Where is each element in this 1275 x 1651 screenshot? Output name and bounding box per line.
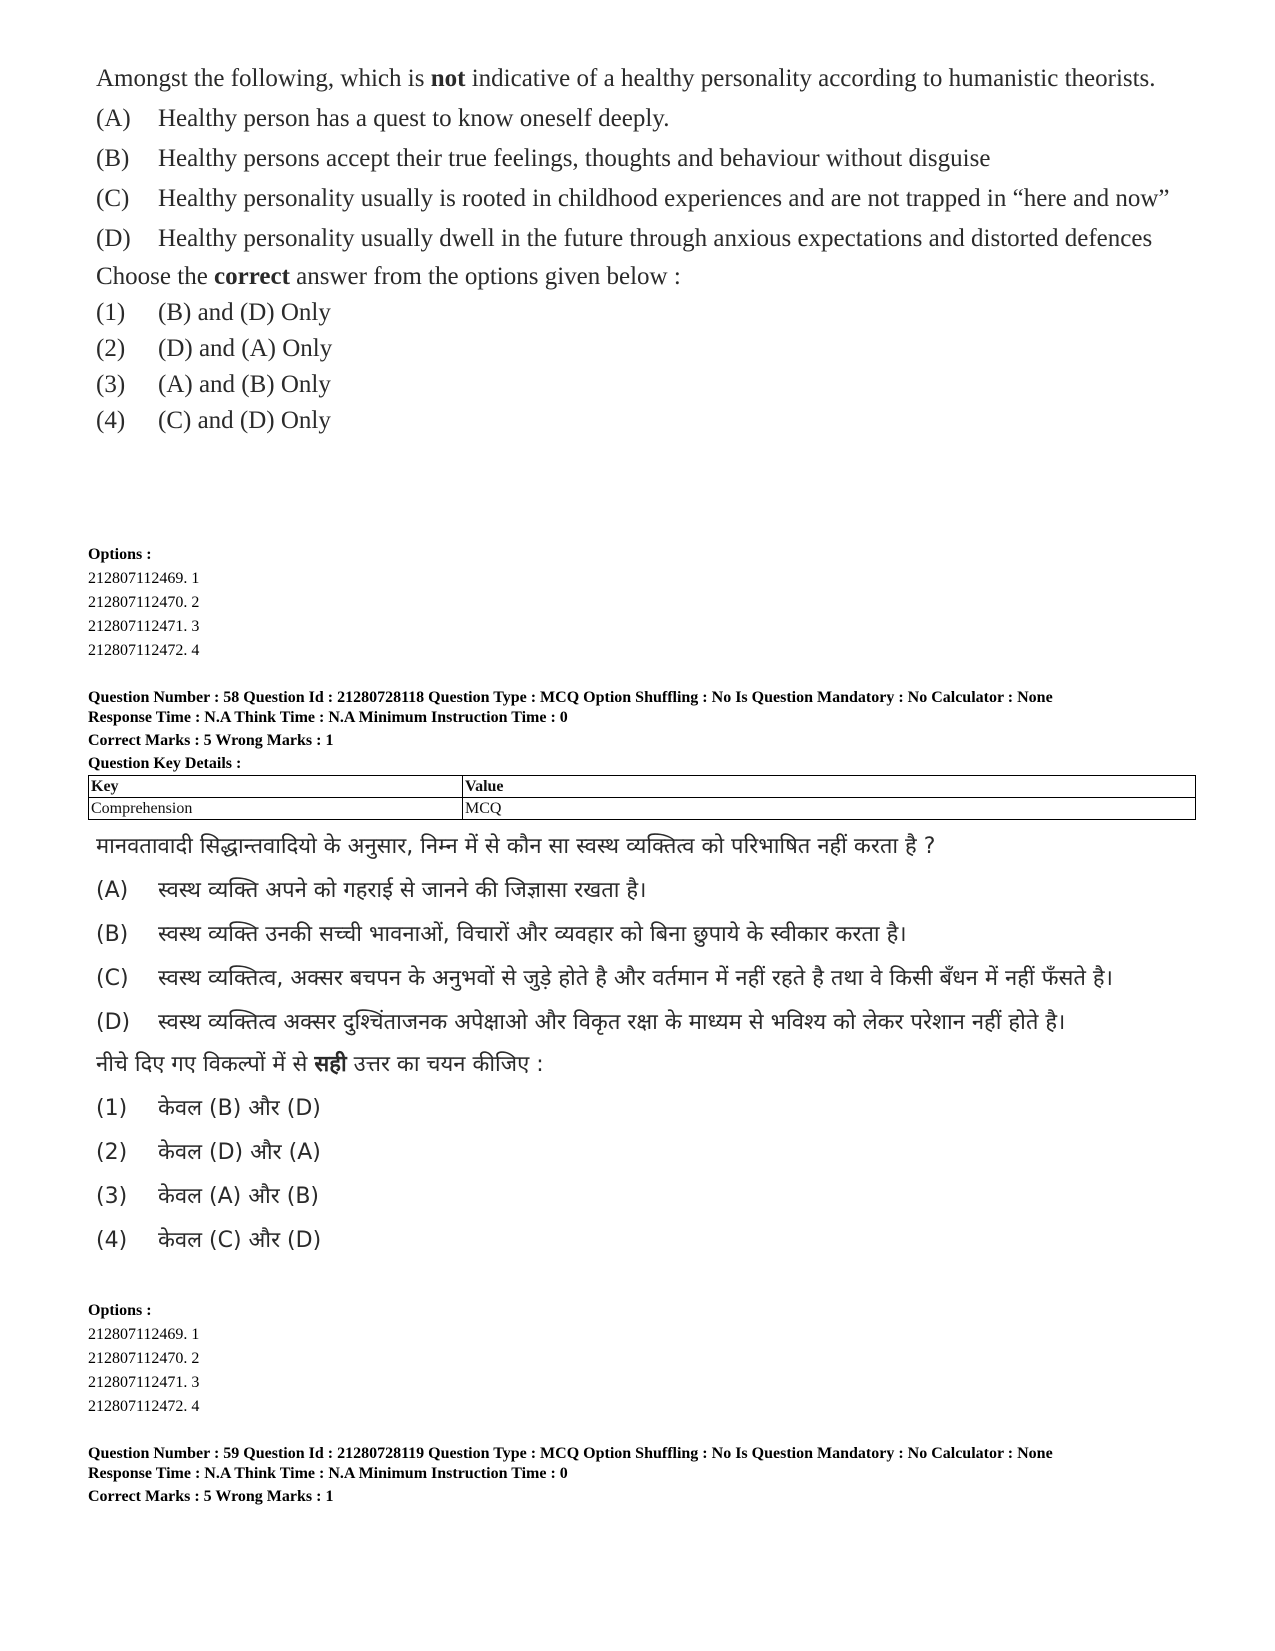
option-id: 212807112471. 3 <box>88 1374 200 1391</box>
option-id: 212807112470. 2 <box>88 1350 200 1367</box>
statement-d: (D) Healthy personality usually dwell in the future through anxious expectations and distorted defences <box>96 225 1153 252</box>
option-id: 212807112469. 1 <box>88 1326 200 1343</box>
answer-option-2: (2) केवल (D) और (A) <box>96 1140 321 1165</box>
question-58-hindi <box>96 830 1201 1258</box>
answer-option-1: (1) केवल (B) और (D) <box>96 1096 321 1121</box>
answer-option-1: (1) (B) and (D) Only <box>96 299 331 326</box>
statement-b: (B) स्वस्थ व्यक्ति उनकी सच्ची भावनाओं, विचारों और व्यवहार को बिना छुपाये के स्वीकार करता है। <box>96 922 907 947</box>
question-57-english <box>96 62 1201 438</box>
choose-instruction: Choose the correct answer from the options given below : <box>96 263 681 290</box>
question-58-meta: Question Number : 58 Question Id : 21280728118 Question Type : MCQ Option Shuffling : No Is Question Mandatory : No Calculator : None Response Time : N.A Think Time : N.A Minimum Instruction Time : 0 Correct Marks : 5 Wrong Marks : 1 Question Key Details : <box>88 689 1053 772</box>
question-stem: Amongst the following, which is not indicative of a healthy personality according to humanistic theorists. <box>96 65 1156 92</box>
statement-b: (B) Healthy persons accept their true feelings, thoughts and behaviour without disguise <box>96 145 991 172</box>
options-block-1: Options : 212807112469. 1 212807112470. 2 212807112471. 3 212807112472. 4 <box>88 543 1198 663</box>
answer-option-2: (2) (D) and (A) Only <box>96 335 333 362</box>
option-id: 212807112470. 2 <box>88 594 200 611</box>
option-id: 212807112469. 1 <box>88 570 200 587</box>
statement-a: (A) स्वस्थ व्यक्ति अपने को गहराई से जानने की जिज्ञासा रखता है। <box>96 878 647 903</box>
question-key-table <box>88 775 1196 820</box>
table-row: Comprehension MCQ <box>89 798 1196 820</box>
statement-c: (C) स्वस्थ व्यक्तित्व, अक्सर बचपन के अनुभवों से जुड़े होते है और वर्तमान में नहीं रहते है तथा वे किसी बँधन में नहीं फँसते है। <box>96 966 1113 991</box>
option-id: 212807112472. 4 <box>88 1398 200 1415</box>
statement-a: (A) Healthy person has a quest to know oneself deeply. <box>96 105 670 132</box>
answer-option-4: (4) (C) and (D) Only <box>96 407 331 434</box>
option-id: 212807112471. 3 <box>88 618 200 635</box>
answer-option-3: (3) (A) and (B) Only <box>96 371 331 398</box>
options-block-2: Options : 212807112469. 1 212807112470. 2 212807112471. 3 212807112472. 4 <box>88 1299 1198 1419</box>
question-59-meta: Question Number : 59 Question Id : 21280728119 Question Type : MCQ Option Shuffling : No Is Question Mandatory : No Calculator : None Response Time : N.A Think Time : N.A Minimum Instruction Time : 0 Correct Marks : 5 Wrong Marks : 1 <box>88 1445 1053 1505</box>
option-id: 212807112472. 4 <box>88 642 200 659</box>
choose-instruction: नीचे दिए गए विकल्पों में से सही उत्तर का चयन कीजिए : <box>96 1052 544 1077</box>
statement-d: (D) स्वस्थ व्यक्तित्व अक्सर दुश्चिंताजनक अपेक्षाओ और विकृत रक्षा के माध्यम से भविश्य को लेकर परेशान नहीं होते है। <box>96 1010 1066 1035</box>
answer-option-3: (3) केवल (A) और (B) <box>96 1184 320 1209</box>
statement-c: (C) Healthy personality usually is rooted in childhood experiences and are not trapped in “here and now” <box>96 185 1170 212</box>
question-stem: मानवतावादी सिद्धान्तवादियो के अनुसार, निम्न में से कौन सा स्वस्थ व्यक्तित्व को परिभाषित नहीं करता है ? <box>96 834 936 859</box>
answer-option-4: (4) केवल (C) और (D) <box>96 1228 322 1253</box>
table-header-row: Key Value <box>89 776 1196 798</box>
